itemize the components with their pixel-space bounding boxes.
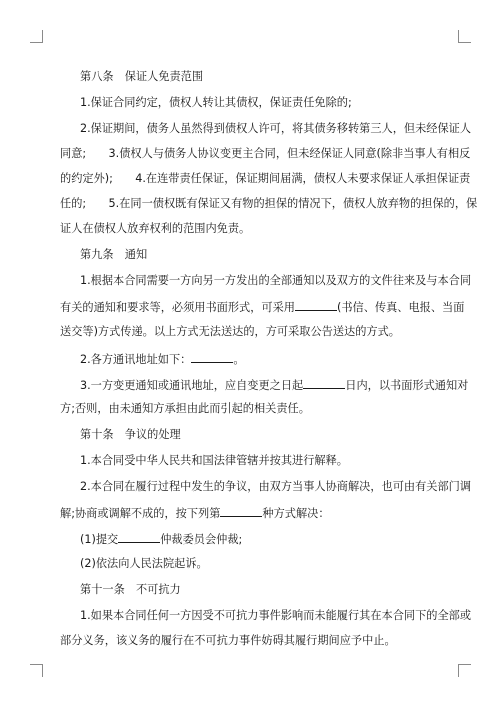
document-line bbox=[60, 197, 477, 211]
document-line bbox=[80, 480, 471, 494]
document-line bbox=[60, 172, 470, 186]
document-line bbox=[60, 325, 400, 339]
crop-mark-top-right bbox=[458, 30, 471, 43]
line-text: 解;协商或调解不成的，按下列第 bbox=[60, 507, 221, 520]
line-text: 有关的通知和要求等，必须用书面形式，可采用 bbox=[60, 301, 295, 314]
line-text: 3.一方变更通知或通讯地址，应自变更之日起 bbox=[80, 379, 304, 392]
blank-fill-line bbox=[118, 531, 160, 543]
line-text: 1.保证合同约定，债权人转让其债权，保证责任免除的; bbox=[80, 96, 352, 109]
line-text: 1.根据本合同需要一方向另一方发出的全部通知以及双方的文件往来及与本合同 bbox=[80, 274, 472, 287]
line-text: 第十条 争议的处理 bbox=[80, 428, 181, 441]
line-text: 种方式解决： bbox=[262, 507, 330, 520]
line-text: 日内，以书面形式通知对 bbox=[345, 379, 469, 392]
document-line bbox=[80, 531, 242, 547]
document-line bbox=[80, 96, 352, 110]
blank-fill-line bbox=[220, 505, 262, 517]
blank-fill-line bbox=[295, 299, 337, 311]
line-text: (1)提交 bbox=[80, 533, 119, 546]
blank-fill-line bbox=[303, 377, 345, 389]
document-line bbox=[80, 454, 348, 468]
line-text: 第九条 通知 bbox=[80, 248, 148, 261]
line-text: 1.本合同受中华人民共和国法律管辖并按其进行解释。 bbox=[80, 454, 348, 467]
line-text: 1.如果本合同任何一方因受不可抗力事件影响而未能履行其在本合同下的全部或 bbox=[80, 609, 472, 622]
line-text: 方;否则，由未通知方承担由此而引起的相关责任。 bbox=[60, 402, 310, 415]
line-text: 第十一条 不可抗力 bbox=[80, 583, 181, 596]
line-text: 仲裁委员会仲裁; bbox=[160, 533, 243, 546]
document-line bbox=[80, 583, 181, 597]
blank-fill-line bbox=[191, 351, 233, 363]
document-line bbox=[60, 505, 330, 521]
document-line bbox=[80, 351, 245, 367]
document-line bbox=[60, 299, 464, 315]
line-text: 的约定外); 4.在连带责任保证，保证期间届满，债权人未要求保证人承担保证责 bbox=[60, 172, 471, 185]
line-text: 第八条 保证人免责范围 bbox=[80, 70, 204, 83]
line-text: 证人在债权人放弃权利的范围内免责。 bbox=[60, 222, 251, 235]
document-line bbox=[60, 147, 470, 161]
line-text: 送交等)方式传递。以上方式无法送达的，方可采取公告送达的方式。 bbox=[60, 325, 400, 338]
line-text: (书信、传真、电报、当面 bbox=[336, 301, 465, 314]
line-text: 任的; 5.在同一债权既有保证又有物的担保的情况下，债权人放弃物的担保的，保 bbox=[60, 197, 478, 210]
document-line bbox=[80, 609, 471, 623]
document-line bbox=[80, 428, 181, 442]
document-line bbox=[60, 634, 396, 648]
line-text: 同意; 3.债权人与债务人协议变更主合同，但未经保证人同意(除非当事人有相反 bbox=[60, 147, 471, 160]
document-line bbox=[80, 377, 468, 393]
line-text: 。 bbox=[233, 353, 245, 366]
line-text: 2.各方通讯地址如下： bbox=[80, 353, 192, 366]
document-line bbox=[60, 402, 310, 416]
line-text: 部分义务，该义务的履行在不可抗力事件妨碍其履行期间应予中止。 bbox=[60, 634, 396, 647]
document-line bbox=[80, 122, 471, 136]
line-text: 2.本合同在履行过程中发生的争议，由双方当事人协商解决，也可由有关部门调 bbox=[80, 480, 472, 493]
line-text: 2.保证期间，债务人虽然得到债权人许可，将其债务移转第三人，但未经保证人 bbox=[80, 122, 472, 135]
document-line bbox=[80, 274, 471, 288]
document-line bbox=[80, 248, 147, 262]
document-line bbox=[80, 557, 208, 571]
crop-mark-bottom-right bbox=[458, 664, 471, 677]
line-text: (2)依法向人民法院起诉。 bbox=[80, 557, 208, 570]
crop-mark-bottom-left bbox=[30, 664, 43, 677]
document-line bbox=[80, 70, 203, 84]
document-line bbox=[60, 222, 250, 236]
crop-mark-top-left bbox=[30, 30, 43, 43]
